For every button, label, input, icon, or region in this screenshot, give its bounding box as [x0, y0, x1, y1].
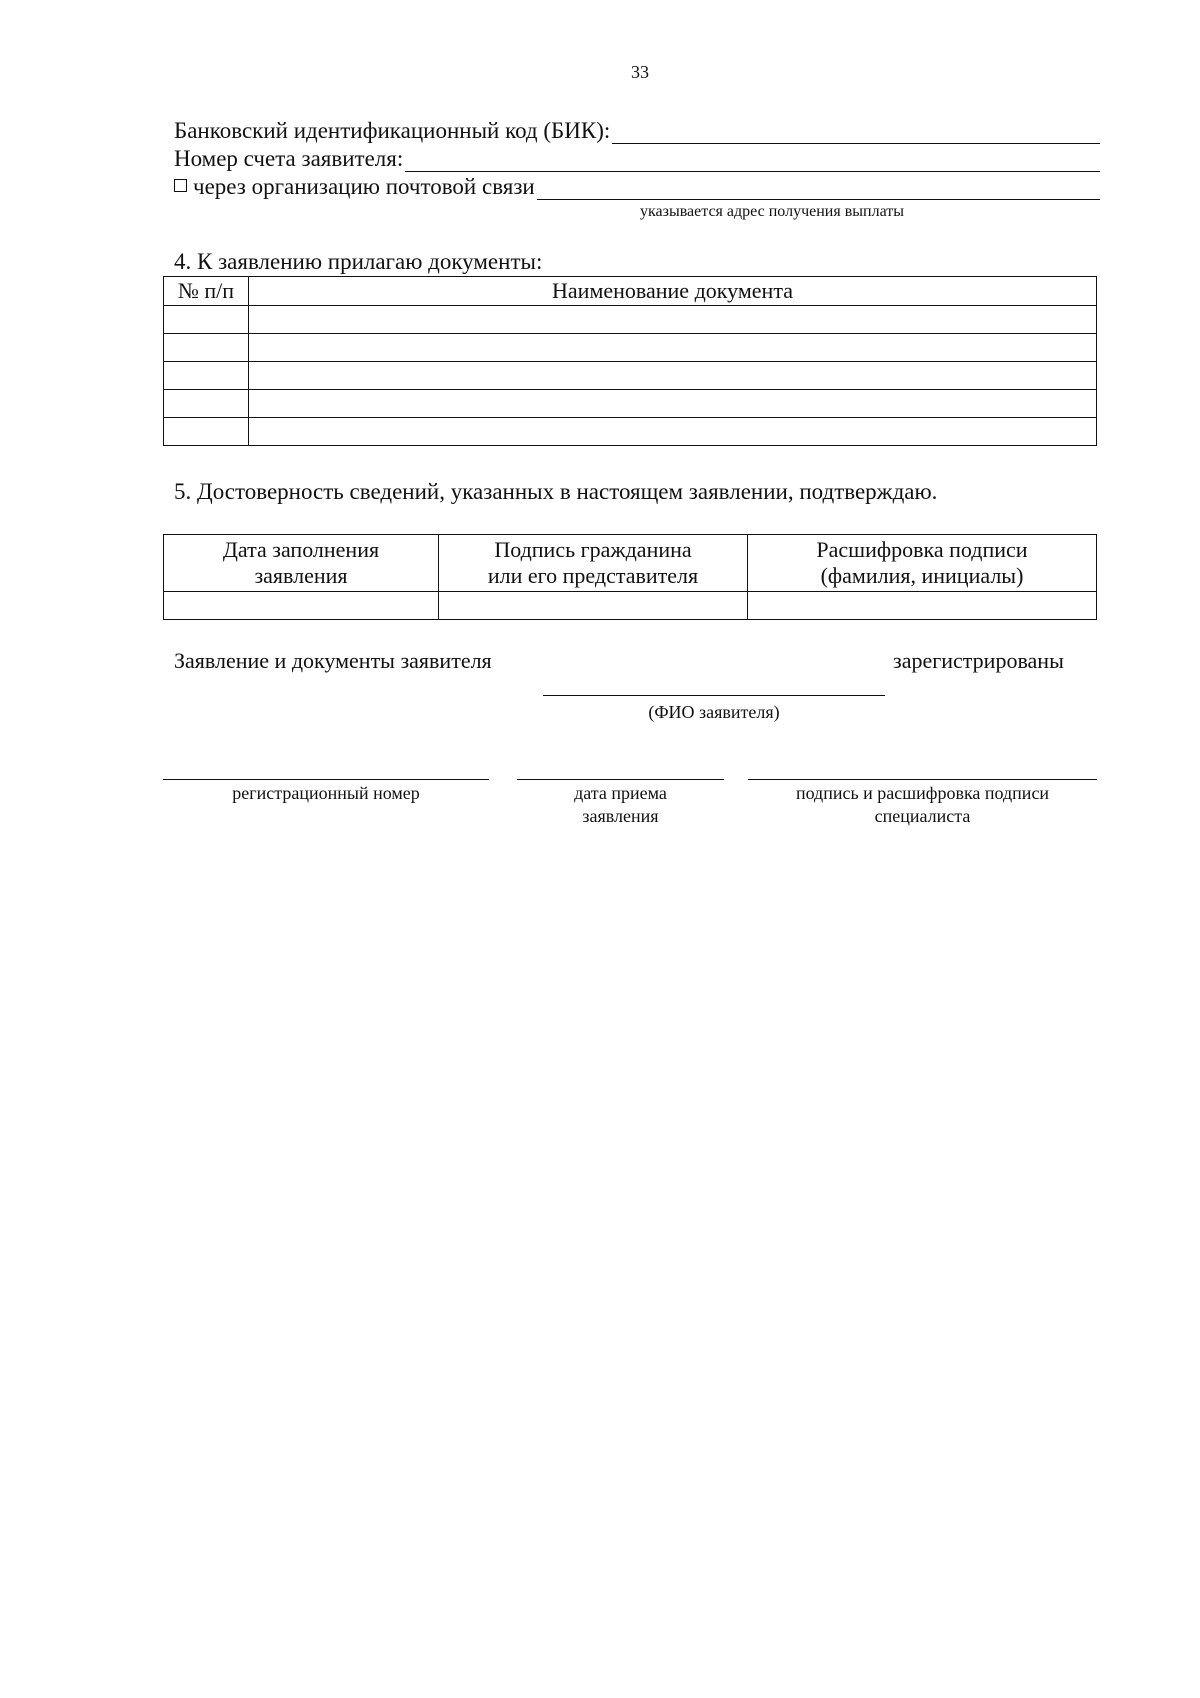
signature-table-header: [164, 535, 1097, 592]
table-row: [164, 362, 1097, 390]
section5-title: 5. Достоверность сведений, указанных в настоящем заявлении, подтверждаю.: [174, 479, 938, 504]
receipt-date-caption: дата приема заявления: [574, 783, 667, 826]
table-cell[interactable]: [164, 418, 249, 446]
column-header-signature: Подпись гражданина или его представителя: [439, 535, 748, 592]
post-option-label: через организацию почтовой связи: [193, 174, 535, 199]
signature-cell[interactable]: [439, 592, 748, 620]
table-cell[interactable]: [249, 362, 1097, 390]
column-header-fill-date: Дата заполнения заявления: [164, 535, 439, 592]
section4-title: 4. К заявлению прилагаю документы:: [174, 249, 543, 274]
table-cell[interactable]: [249, 390, 1097, 418]
bik-label: Банковский идентификационный код (БИК):: [174, 118, 611, 143]
signature-decoding-cell[interactable]: [748, 592, 1097, 620]
post-address-hint: указывается адрес получения выплаты: [640, 203, 904, 220]
applicant-name-caption: (ФИО заявителя): [648, 702, 780, 722]
applicant-name-field[interactable]: [543, 695, 885, 696]
column-header-number: № п/п: [164, 277, 249, 306]
column-header-signature-decoding: Расшифровка подписи (фамилия, инициалы): [748, 535, 1097, 592]
page-number: 33: [631, 62, 649, 82]
post-option-row: [174, 174, 1100, 200]
registration-number-field[interactable]: [163, 779, 489, 780]
account-field[interactable]: [405, 151, 1100, 172]
table-cell[interactable]: [164, 334, 249, 362]
column-header-document-name: Наименование документа: [249, 277, 1097, 306]
table-row: [164, 418, 1097, 446]
post-address-field[interactable]: [537, 179, 1100, 200]
registration-status: зарегистрированы: [893, 648, 1064, 673]
signature-table: [163, 534, 1097, 620]
documents-table: [163, 276, 1097, 446]
table-row: [164, 334, 1097, 362]
account-row: [174, 146, 1100, 172]
table-row: [164, 390, 1097, 418]
bik-field[interactable]: [612, 123, 1100, 144]
registration-number-caption: регистрационный номер: [232, 783, 420, 803]
specialist-signature-caption: подпись и расшифровка подписи специалиста: [795, 783, 1050, 826]
specialist-signature-field[interactable]: [748, 779, 1097, 780]
table-cell[interactable]: [164, 306, 249, 334]
bik-row: [174, 118, 1100, 144]
table-cell[interactable]: [164, 390, 249, 418]
table-cell[interactable]: [249, 418, 1097, 446]
table-cell[interactable]: [164, 362, 249, 390]
documents-table-header: [164, 277, 1097, 306]
table-row: [164, 592, 1097, 620]
table-cell[interactable]: [249, 334, 1097, 362]
post-option-checkbox[interactable]: [174, 179, 187, 192]
table-cell[interactable]: [249, 306, 1097, 334]
account-label: Номер счета заявителя:: [174, 146, 404, 171]
receipt-date-field[interactable]: [517, 779, 724, 780]
table-row: [164, 306, 1097, 334]
registration-statement: Заявление и документы заявителя: [174, 648, 492, 673]
fill-date-cell[interactable]: [164, 592, 439, 620]
